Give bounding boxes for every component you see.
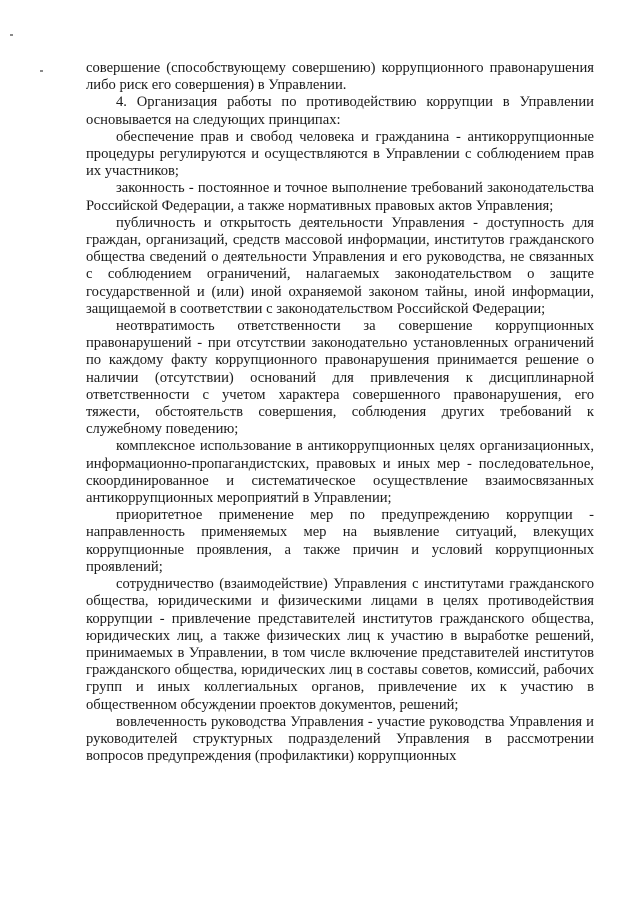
paragraph-continuation: совершение (способствующему совершению) коррупционного правонарушения либо риск его совершения) в Управлении.	[86, 60, 594, 94]
paragraph-section-4: 4. Организация работы по противодействию коррупции в Управлении основывается на следующих принципах:	[86, 94, 594, 128]
paragraph-principle-prevention: приоритетное применение мер по предупреждению коррупции - направленность применяемых мер на выявление ситуаций, влекущих коррупционные проявления, а также причин и условий коррупционных проявлений;	[86, 507, 594, 575]
paragraph-principle-leadership: вовлеченность руководства Управления - участие руководства Управления и руководителей структурных подразделений Управления в рассмотрении вопросов предупреждения (профилактики) коррупционных	[86, 713, 594, 765]
paragraph-principle-publicity: публичность и открытость деятельности Управления - доступность для граждан, организаций, средств массовой информации, институтов гражданского общества сведений о деятельности Управления и его руководства, не связанных с соблюдением ограничений, налагаемых законодательством о защите государственной и (или) иной охраняемой законом тайны, иной информации, защищаемой в соответствии с законодательством Российской Федерации;	[86, 214, 594, 317]
paragraph-principle-inevitability: неотвратимость ответственности за совершение коррупционных правонарушений - при отсутствии законодательно установленных ограничений по каждому факту коррупционного правонарушения принимается решение о наличии (отсутствии) оснований для привлечения к дисциплинарной ответственности с учетом характера совершенного правонарушения, его тяжести, обстоятельств совершения, соблюдения других требований к служебному поведению;	[86, 318, 594, 438]
document-body	[86, 60, 594, 765]
paragraph-principle-cooperation: сотрудничество (взаимодействие) Управления с институтами гражданского общества, юридическими и физическими лицами в целях противодействия коррупции - привлечение представителей институтов гражданского общества, юридических лиц, а также физических лиц к участию в выработке решений, принимаемых в Управлении, в том числе включение представителей институтов гражданского общества, юридических лиц в составы советов, комиссий, рабочих групп и иных коллегиальных органов, привлечение их к участию в общественном обсуждении проектов документов, решений;	[86, 576, 594, 713]
scan-speck	[10, 34, 13, 36]
paragraph-principle-legality: законность - постоянное и точное выполнение требований законодательства Российской Федерации, а также нормативных правовых актов Управления;	[86, 180, 594, 214]
scan-speck	[40, 70, 43, 72]
paragraph-principle-rights: обеспечение прав и свобод человека и гражданина - антикоррупционные процедуры регулируются и осуществляются в Управлении с соблюдением прав их участников;	[86, 128, 594, 180]
paragraph-principle-complex-measures: комплексное использование в антикоррупционных целях организационных, информационно-пропагандистских, правовых и иных мер - последовательное, скоординированное и систематическое осуществление взаимосвязанных антикоррупционных мероприятий в Управлении;	[86, 438, 594, 507]
